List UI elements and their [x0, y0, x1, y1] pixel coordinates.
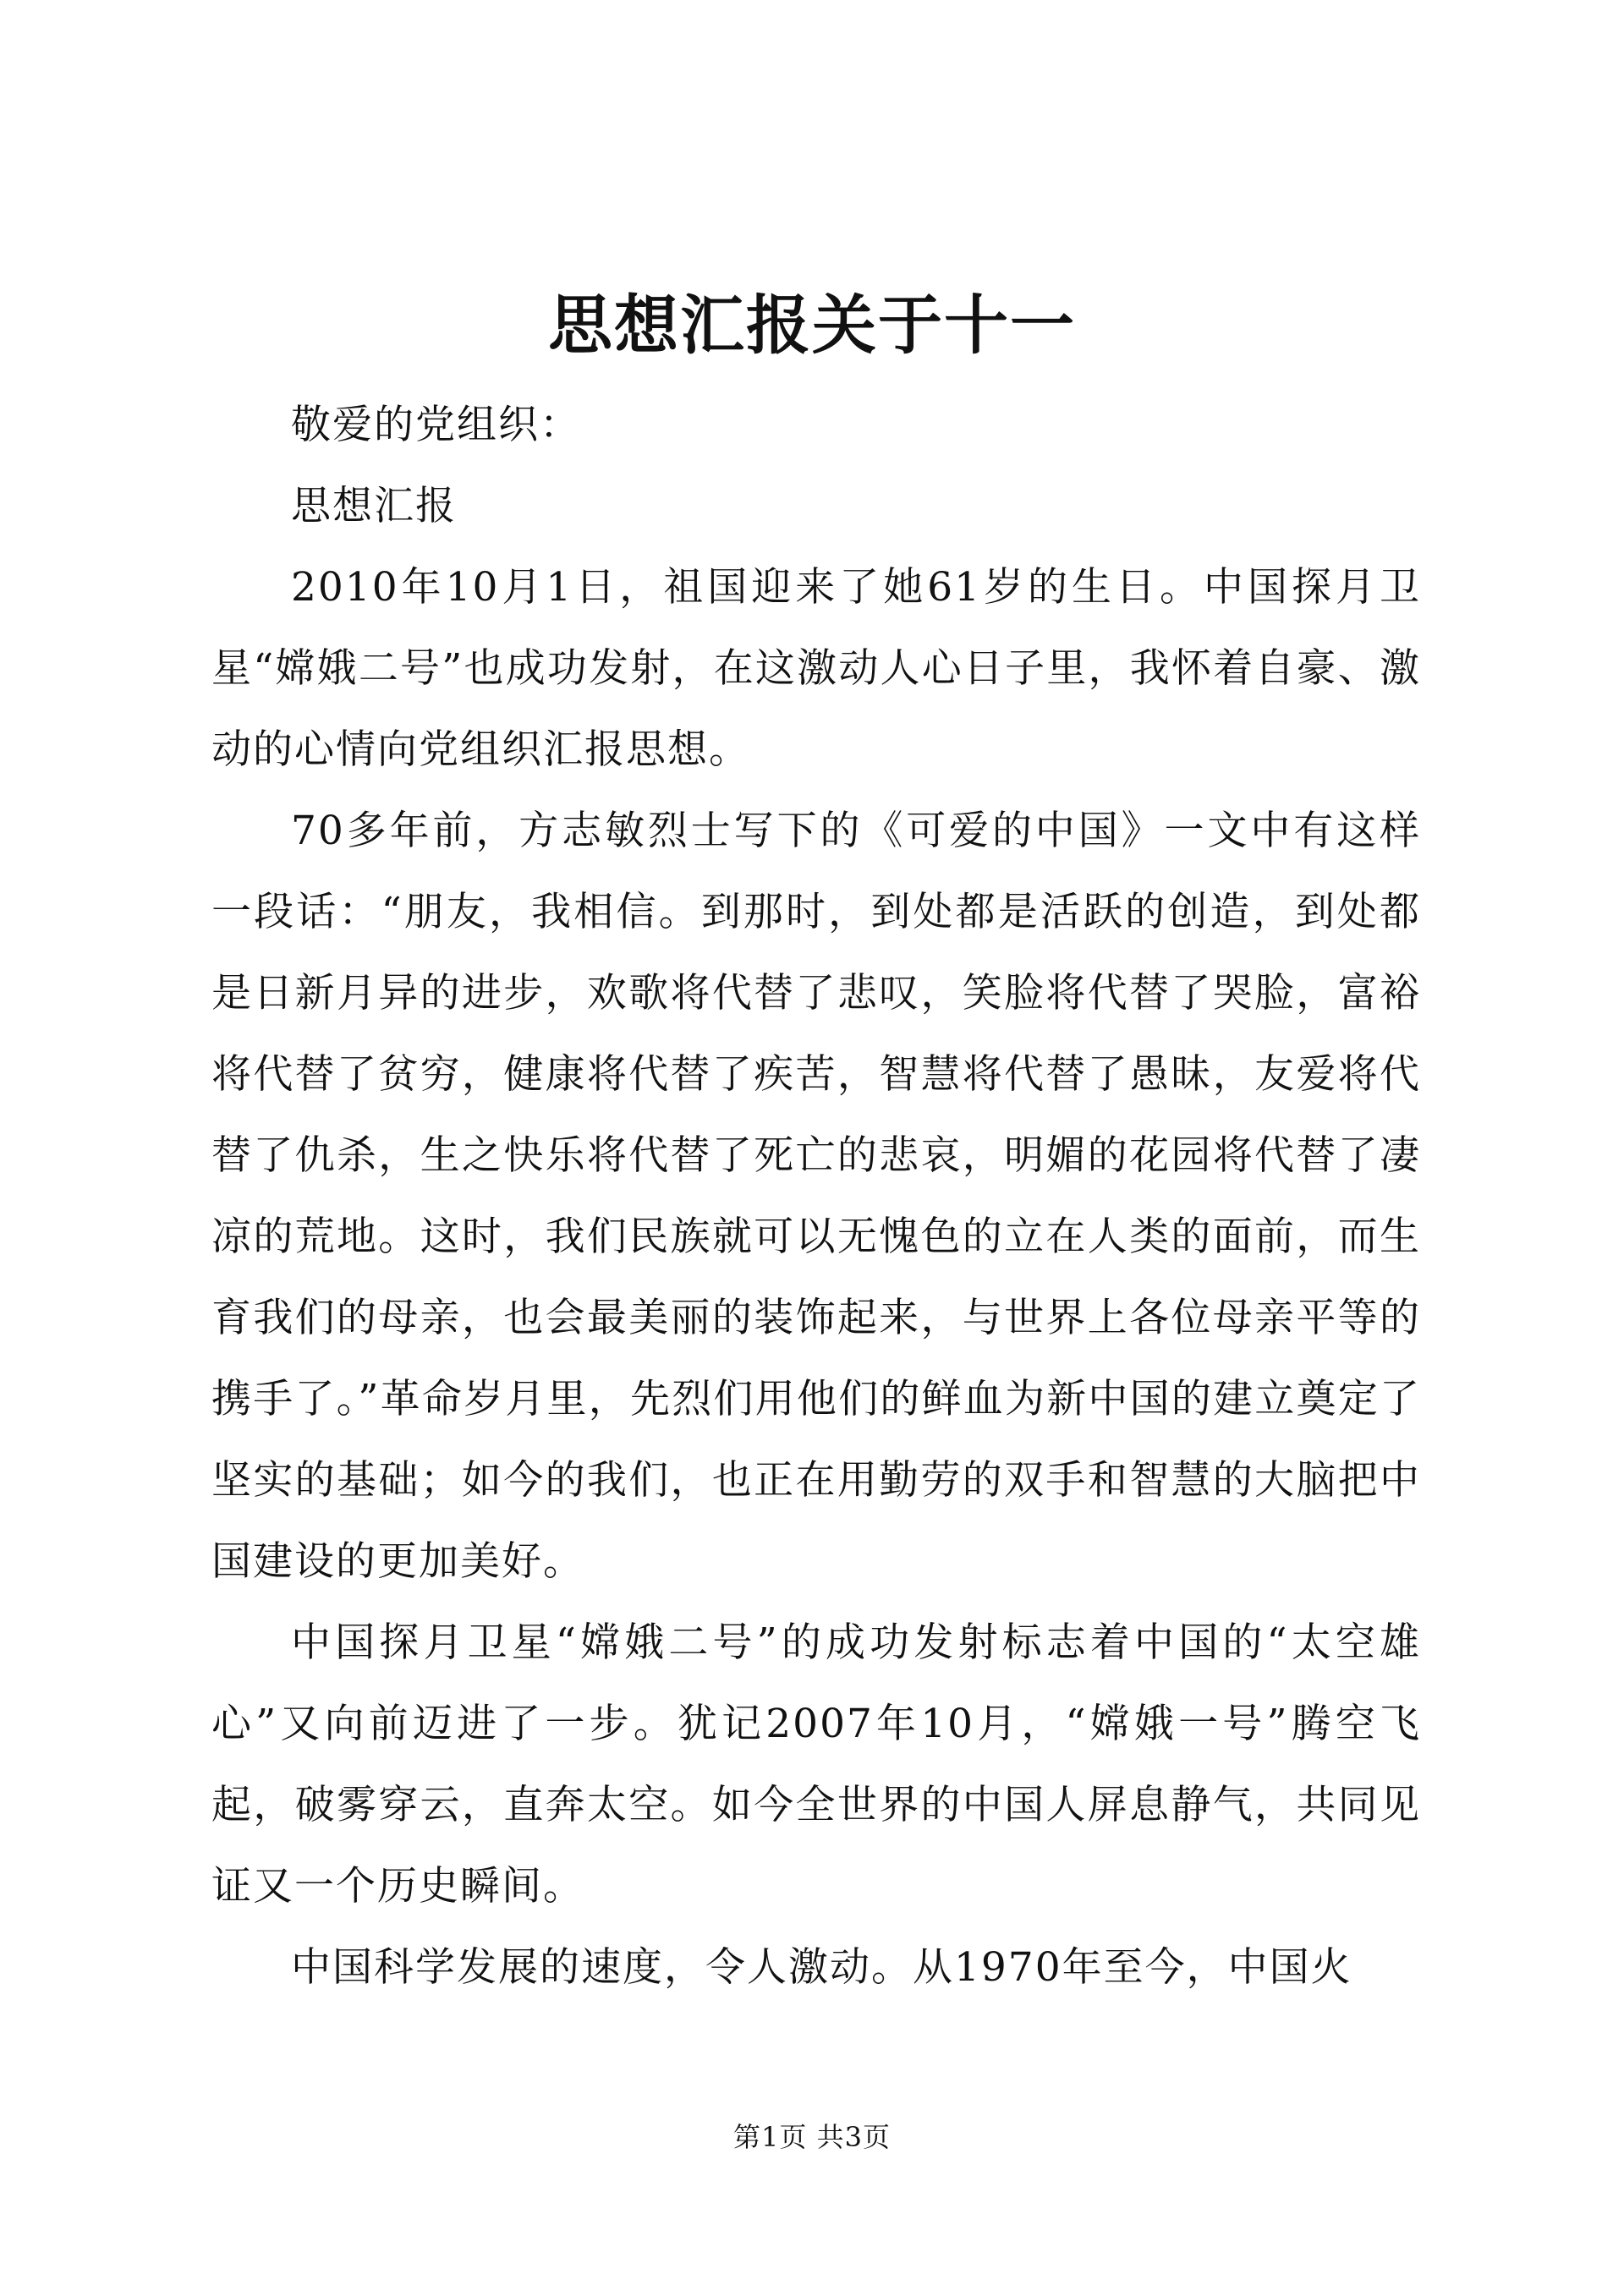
document-title: 思想汇报关于十一 [548, 288, 1076, 363]
salutation: 敬爱的党组织： [291, 402, 581, 448]
paragraph: 中国探月卫星“嫦娥二号”的成功发射标志着中国的“太空雄心”又向前迈进了一步。犹记2007年10月，“嫦娥一号”腾空飞起，破雾穿云，直奔太空。如今全世界的中国人屏息静气，共同见证又一个历史瞬间。 [211, 1619, 1421, 1910]
section-heading: 思想汇报 [291, 483, 457, 529]
paragraph: 70多年前，方志敏烈士写下的《可爱的中国》一文中有这样一段话：“朋友，我相信。到那时，到处都是活跃的创造，到处都是日新月异的进步，欢歌将代替了悲叹，笑脸将代替了哭脸，富裕将代替了贫穷，健康将代替了疾苦，智慧将代替了愚昧，友爱将代替了仇杀，生之快乐将代替了死亡的悲哀，明媚的花园将代替了凄凉的荒地。这时，我们民族就可以无愧色的立在人类的面前，而生育我们的母亲，也会最美丽的装饰起来，与世界上各位母亲平等的携手了。”革命岁月里，先烈们用他们的鲜血为新中国的建立奠定了坚实的基础；如今的我们，也正在用勤劳的双手和智慧的大脑把中国建设的更加美好。 [211, 808, 1421, 1585]
page-footer: 第1页 共3页 [733, 2121, 891, 2153]
paragraph: 中国科学发展的速度，令人激动。从1970年至今，中国火 [291, 1944, 1352, 1991]
paragraph: 2010年10月1日，祖国迎来了她61岁的生日。中国探月卫星“嫦娥二号”也成功发射，在这激动人心日子里，我怀着自豪、激动的心情向党组织汇报思想。 [211, 564, 1421, 773]
document-body [211, 385, 1421, 2008]
